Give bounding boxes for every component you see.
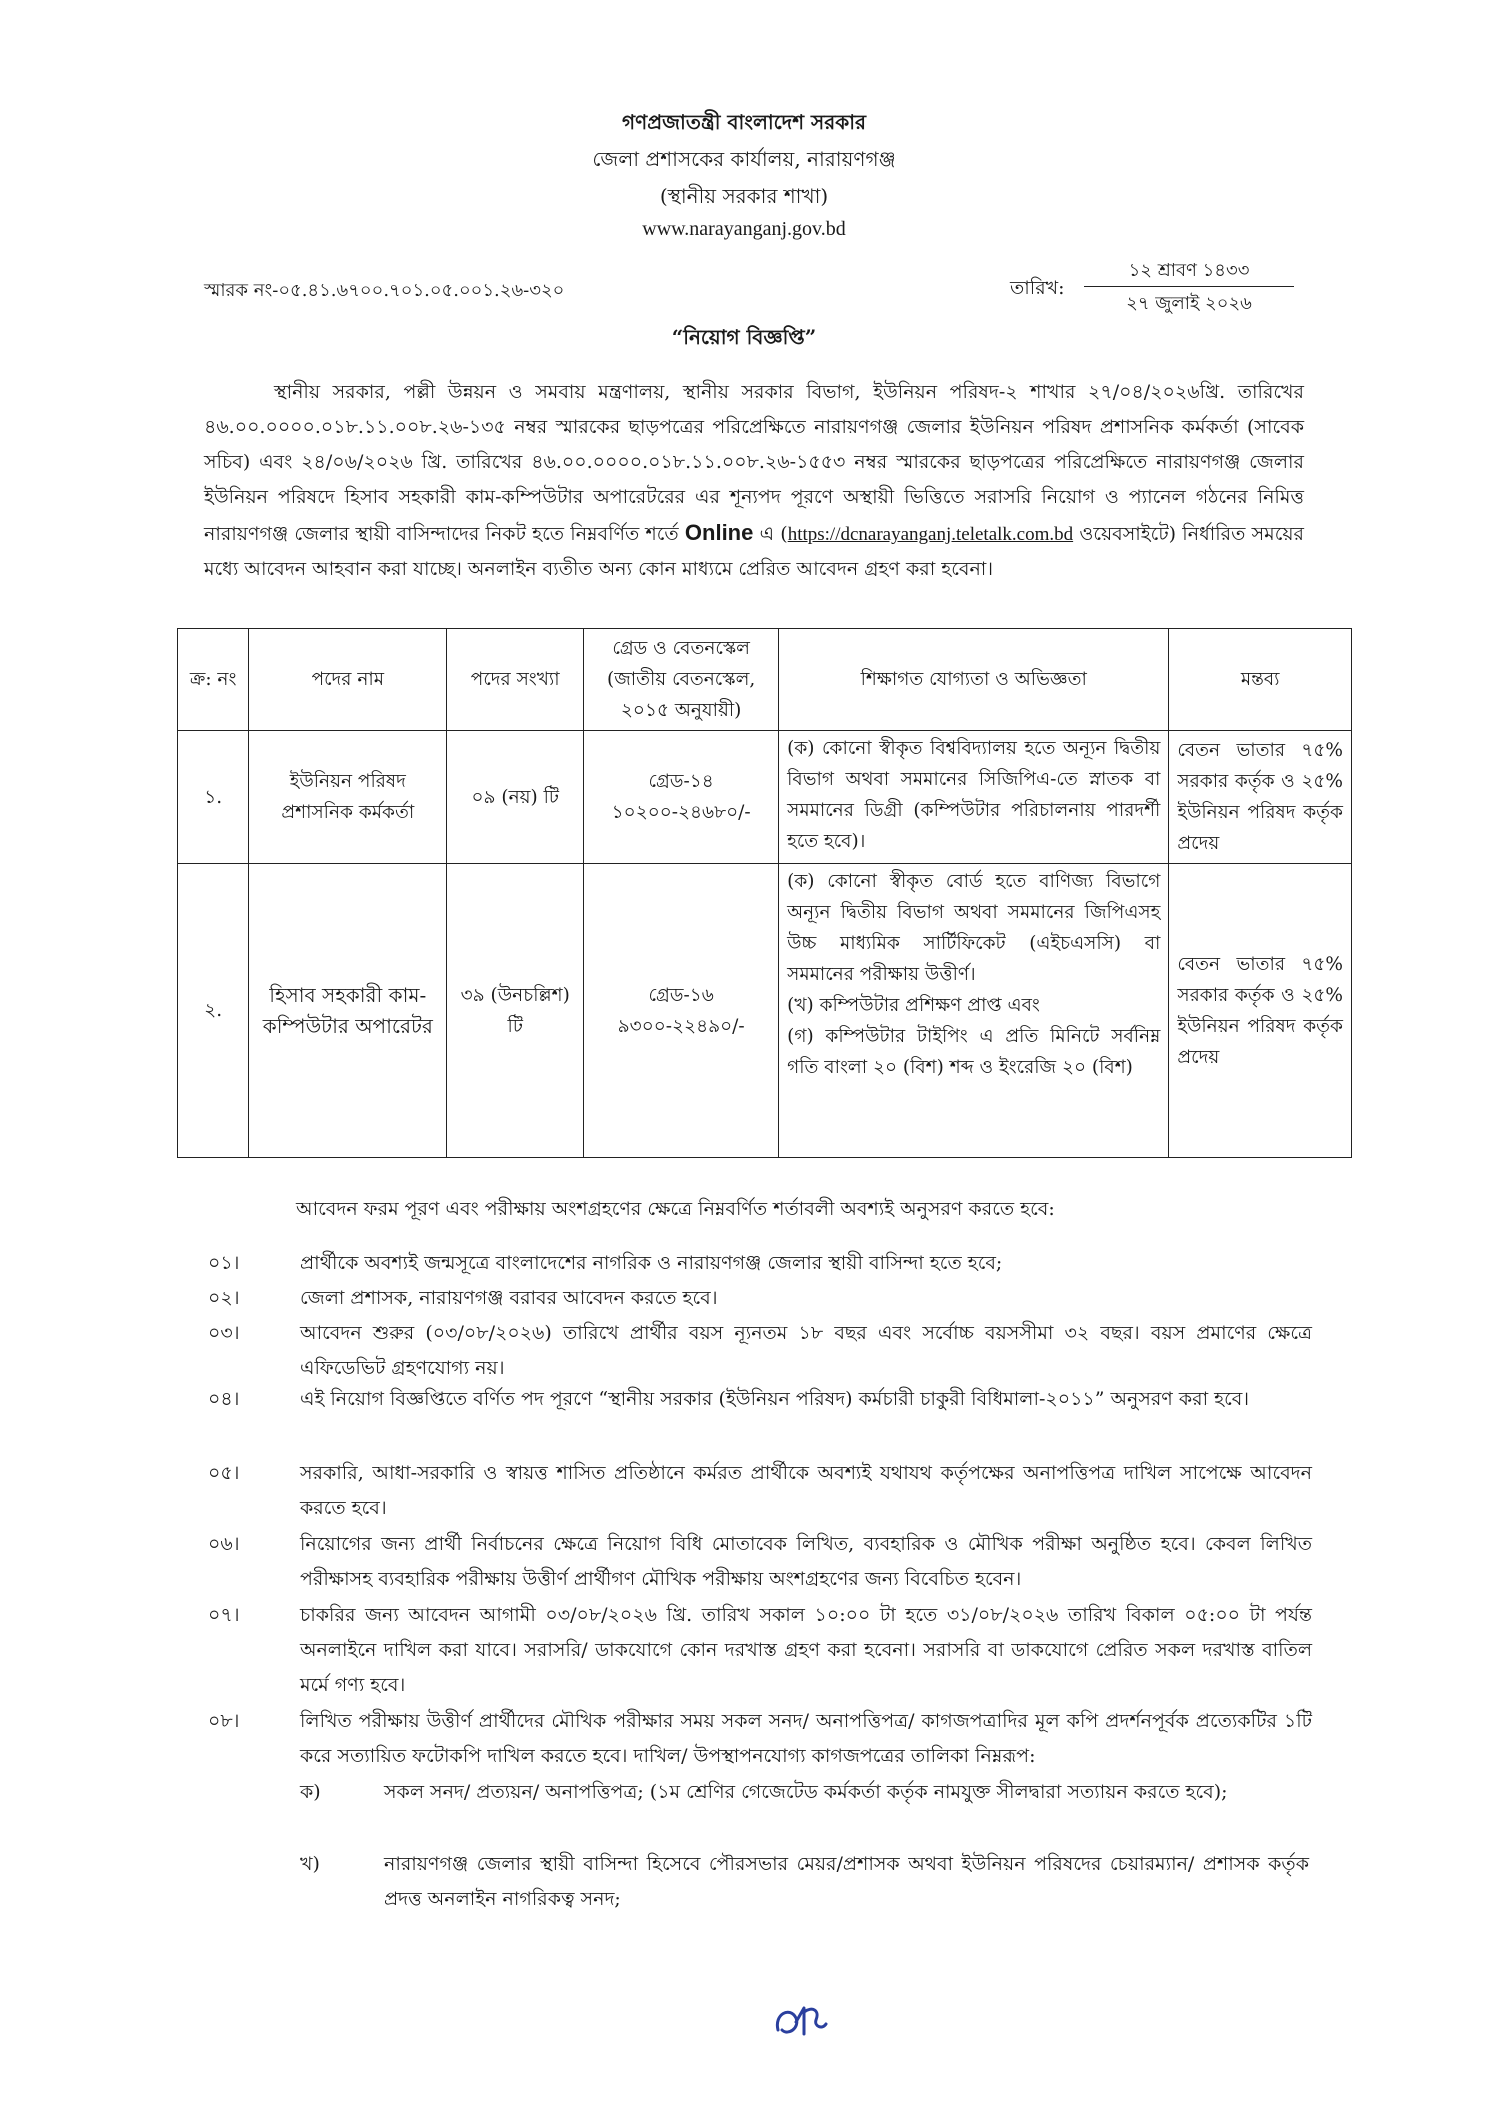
condition-number: ০৫। bbox=[208, 1462, 240, 1484]
intro-text-e: এ ( bbox=[753, 523, 788, 545]
qualification-c: (গ) কম্পিউটার টাইপিং এ প্রতি মিনিটে সর্বনিম্ন গতি বাংলা ২০ (বিশ) শব্দ ও ইংরেজি ২০ (বিশ) bbox=[787, 1026, 1161, 1078]
date-label: তারিখ: bbox=[1010, 277, 1065, 299]
header-serial: ক্র: নং bbox=[178, 629, 249, 731]
row-qualification bbox=[779, 864, 1169, 1158]
sub-item-text: নারায়ণগঞ্জ জেলার স্থায়ী বাসিন্দা হিসেবে পৌরসভার মেয়র/প্রশাসক অথবা ইউনিয়ন পরিষদের চেয়ারম্যান/ প্রশাসক কর্তৃক প্রদত্ত অনলাইন নাগরিকত্ব সনদ; bbox=[384, 1853, 1309, 1910]
condition-number: ০৮। bbox=[208, 1710, 240, 1732]
scale-value: ৯৩০০-২২৪৯০/- bbox=[617, 1015, 745, 1037]
date-block bbox=[1084, 256, 1294, 319]
condition-text: সরকারি, আধা-সরকারি ও স্বায়ত্ত শাসিত প্রতিষ্ঠানে কর্মরত প্রার্থীকে অবশ্যই যথাযথ কর্তৃপক্ষের অনাপত্তিপত্র দাখিল সাপেক্ষে আবেদন করতে হবে। bbox=[300, 1462, 1312, 1519]
header-grade: গ্রেড ও বেতনস্কেল (জাতীয় বেতনস্কেল, ২০১৫ অনুযায়ী) bbox=[584, 629, 779, 731]
qualification-a: (ক) কোনো স্বীকৃত বোর্ড হতে বাণিজ্য বিভাগে অন্যূন দ্বিতীয় বিভাগ অথবা সমমানের জিপিএসহ উচ্চ মাধ্যমিক সার্টিফিকেট (এইচএসসি) বা সমমানের পরীক্ষায় উত্তীর্ণ। bbox=[787, 871, 1161, 985]
row-grade bbox=[584, 864, 779, 1158]
office-name: জেলা প্রশাসকের কার্যালয়, নারায়ণগঞ্জ bbox=[592, 147, 896, 171]
condition-text: লিখিত পরীক্ষায় উত্তীর্ণ প্রার্থীদের মৌখিক পরীক্ষার সময় সকল সনদ/ অনাপত্তিপত্র/ কাগজপত্রাদির মূল কপি প্রদর্শনপূর্বক প্রত্যেকটির ১টি করে সত্যায়িত ফটোকপি দাখিল করতে হবে। দাখিল/ উপস্থাপনযোগ্য কাগজপত্রের তালিকা নিম্নরূপ: bbox=[300, 1710, 1312, 1767]
grade-value: গ্রেড-১৬ bbox=[648, 984, 714, 1006]
header-post-name: পদের নাম bbox=[249, 629, 447, 731]
row-grade bbox=[584, 731, 779, 864]
condition-text: আবেদন শুরুর (০৩/০৮/২০২৬) তারিখে প্রার্থীর বয়স ন্যূনতম ১৮ বছর এবং সর্বোচ্চ বয়সসীমা ৩২ বছর। বয়স প্রমাণের ক্ষেত্রে এফিডেভিট গ্রহণযোগ্য নয়। bbox=[300, 1322, 1312, 1379]
row-post-count: ০৯ (নয়) টি bbox=[447, 731, 584, 864]
condition-text: চাকরির জন্য আবেদন আগামী ০৩/০৮/২০২৬ খ্রি. তারিখ সকাল ১০:০০ টা হতে ৩১/০৮/২০২৬ তারিখ বিকাল ০৫:০০ টা পর্যন্ত অনলাইনে দাখিল করা যাবে। সরাসরি/ ডাকযোগে কোন দরখাস্ত গ্রহণ করা হবেনা। সরাসরি বা ডাকযোগে প্রেরিত সকল দরখাস্ত বাতিল মর্মে গণ্য হবে। bbox=[300, 1604, 1312, 1696]
row-post-name: ইউনিয়ন পরিষদ প্রশাসনিক কর্মকর্তা bbox=[249, 731, 447, 864]
table-header-row bbox=[178, 629, 1352, 731]
row-qualification: (ক) কোনো স্বীকৃত বিশ্ববিদ্যালয় হতে অন্যূন দ্বিতীয় বিভাগ অথবা সমমানের সিজিপিএ-তে স্নাতক বা সমমানের ডিগ্রী (কম্পিউটার পরিচালনায় পারদর্শী হতে হবে)। bbox=[779, 731, 1169, 864]
date-english: ২৭ জুলাই ২০২৬ bbox=[1126, 293, 1252, 314]
sub-item-number: ক) bbox=[300, 1781, 321, 1803]
sub-item-text: সকল সনদ/ প্রত্যয়ন/ অনাপত্তিপত্র; (১ম শ্রেণির গেজেটেড কর্মকর্তা কর্তৃক নামযুক্ত সীলদ্বারা সত্যায়ন করতে হবে); bbox=[384, 1781, 1228, 1803]
header-post-count: পদের সংখ্যা bbox=[447, 629, 584, 731]
condition-number: ০৪। bbox=[208, 1388, 240, 1410]
memo-number: স্মারক নং-০৫.৪১.৬৭০০.৭০১.০৫.০০১.২৬-৩২০ bbox=[204, 280, 565, 301]
condition-number: ০৩। bbox=[208, 1322, 240, 1344]
condition-number: ০৬। bbox=[208, 1533, 240, 1555]
branch-name: (স্থানীয় সরকার শাখা) bbox=[659, 184, 829, 208]
condition-number: ০১। bbox=[208, 1252, 240, 1274]
condition-text: এই নিয়োগ বিজ্ঞপ্তিতে বর্ণিত পদ পূরণে “স্থানীয় সরকার (ইউনিয়ন পরিষদ) কর্মচারী চাকুরী বিধিমালা-২০১১” অনুসরণ করা হবে। bbox=[300, 1388, 1250, 1410]
sub-item-number: খ) bbox=[300, 1853, 320, 1875]
posts-table bbox=[177, 628, 1352, 1158]
header-remarks: মন্তব্য bbox=[1169, 629, 1352, 731]
notice-title: “নিয়োগ বিজ্ঞপ্তি” bbox=[671, 325, 817, 349]
scale-value: ১০২০০-২৪৬৮০/- bbox=[611, 802, 751, 823]
online-word: Online bbox=[684, 520, 754, 545]
condition-number: ০৭। bbox=[208, 1604, 240, 1626]
row-serial: ১. bbox=[178, 731, 249, 864]
government-title: গণপ্রজাতন্ত্রী বাংলাদেশ সরকার bbox=[622, 110, 866, 134]
row-post-count: ৩৯ (উনচল্লিশ) টি bbox=[447, 864, 584, 1158]
row-serial: ২. bbox=[178, 864, 249, 1158]
row-remarks: বেতন ভাতার ৭৫% সরকার কর্তৃক ও ২৫% ইউনিয়ন পরিষদ কর্তৃক প্রদেয় bbox=[1169, 731, 1352, 864]
condition-text: নিয়োগের জন্য প্রার্থী নির্বাচনের ক্ষেত্রে নিয়োগ বিধি মোতাবেক লিখিত, ব্যবহারিক ও মৌখিক পরীক্ষা অনুষ্ঠিত হবে। কেবল লিখিত পরীক্ষাসহ ব্যবহারিক পরীক্ষায় উত্তীর্ণ প্রার্থীগণ মৌখিক পরীক্ষায় অংশগ্রহণের জন্য বিবেচিত হবেন। bbox=[300, 1533, 1312, 1590]
signature-mark-icon bbox=[770, 2000, 830, 2044]
row-post-name: হিসাব সহকারী কাম-কম্পিউটার অপারেটর bbox=[249, 864, 447, 1158]
grade-value: গ্রেড-১৪ bbox=[648, 771, 714, 792]
header-qualification: শিক্ষাগত যোগ্যতা ও অভিজ্ঞতা bbox=[779, 629, 1169, 731]
condition-text: জেলা প্রশাসক, নারায়ণগঞ্জ বরাবর আবেদন করতে হবে। bbox=[300, 1287, 718, 1309]
table-row bbox=[178, 864, 1352, 1158]
website-link[interactable]: www.narayanganj.gov.bd bbox=[642, 218, 846, 240]
intro-text-after-url: ওয়েবসাইটে) নির্ধারিত সময়ের মধ্যে আবেদন আহবান করা যাচ্ছে। অনলাইন ব্যতীত অন্য কোন মাধ্যমে প্রেরিত আবেদন গ্রহণ করা হবেনা। bbox=[204, 523, 1304, 580]
date-bangla: ১২ শ্রাবণ ১৪৩৩ bbox=[1084, 256, 1294, 287]
intro-paragraph bbox=[204, 375, 1304, 587]
intro-text: স্থানীয় সরকার, পল্লী উন্নয়ন ও সমবায় মন্ত্রণালয়, স্থানীয় সরকার বিভাগ, ইউনিয়ন পরিষদ-২ শাখার ২৭/০৪/২০২৬খ্রি. তারিখের ৪৬.০০.০০০০.০১৮.১১.০০৮.২৬-১৩৫ নম্বর স্মারকের ছাড়পত্রের পরিপ্রেক্ষিতে নারায়ণগঞ্জ জেলার ইউনিয়ন পরিষদ প্রশাসনিক কর্মকর্তা (সাবেক সচিব) এবং ২৪/০৬/২০২৬ খ্রি. তারিখের ৪৬.০০.০০০০.০১৮.১১.০০৮.২৬-১৫৫৩ নম্বর স্মারকের ছাড়পত্রের পরিপ্রেক্ষিতে নারায়ণগঞ্জ জেলার ইউনিয়ন পরিষদে হিসাব সহকারী কাম-কম্পিউটার অপারেটরের এর শূন্যপদ পূরণে অস্থায়ী ভিত্তিতে সরাসরি নিয়োগ ও প্যানেল গঠনের নিমিত্ত নারায়ণগঞ্জ জেলার স্থায়ী বাসিন্দাদের নিকট হতে নিম্নবর্ণিত শর্তে bbox=[204, 381, 1304, 545]
condition-text: প্রার্থীকে অবশ্যই জন্মসূত্রে বাংলাদেশের নাগরিক ও নারায়ণগঞ্জ জেলার স্থায়ী বাসিন্দা হতে হবে; bbox=[300, 1252, 1003, 1274]
row-remarks: বেতন ভাতার ৭৫% সরকার কর্তৃক ও ২৫% ইউনিয়ন পরিষদ কর্তৃক প্রদেয় bbox=[1169, 864, 1352, 1158]
qualification-b: (খ) কম্পিউটার প্রশিক্ষণ প্রাপ্ত এবং bbox=[787, 995, 1040, 1016]
application-url-link[interactable]: https://dcnarayanganj.teletalk.com.bd bbox=[787, 524, 1074, 545]
conditions-intro: আবেদন ফরম পূরণ এবং পরীক্ষায় অংশগ্রহণের ক্ষেত্রে নিম্নবর্ণিত শর্তাবলী অবশ্যই অনুসরণ করতে হবে: bbox=[296, 1198, 1055, 1220]
condition-number: ০২। bbox=[208, 1287, 240, 1309]
table-row bbox=[178, 731, 1352, 864]
